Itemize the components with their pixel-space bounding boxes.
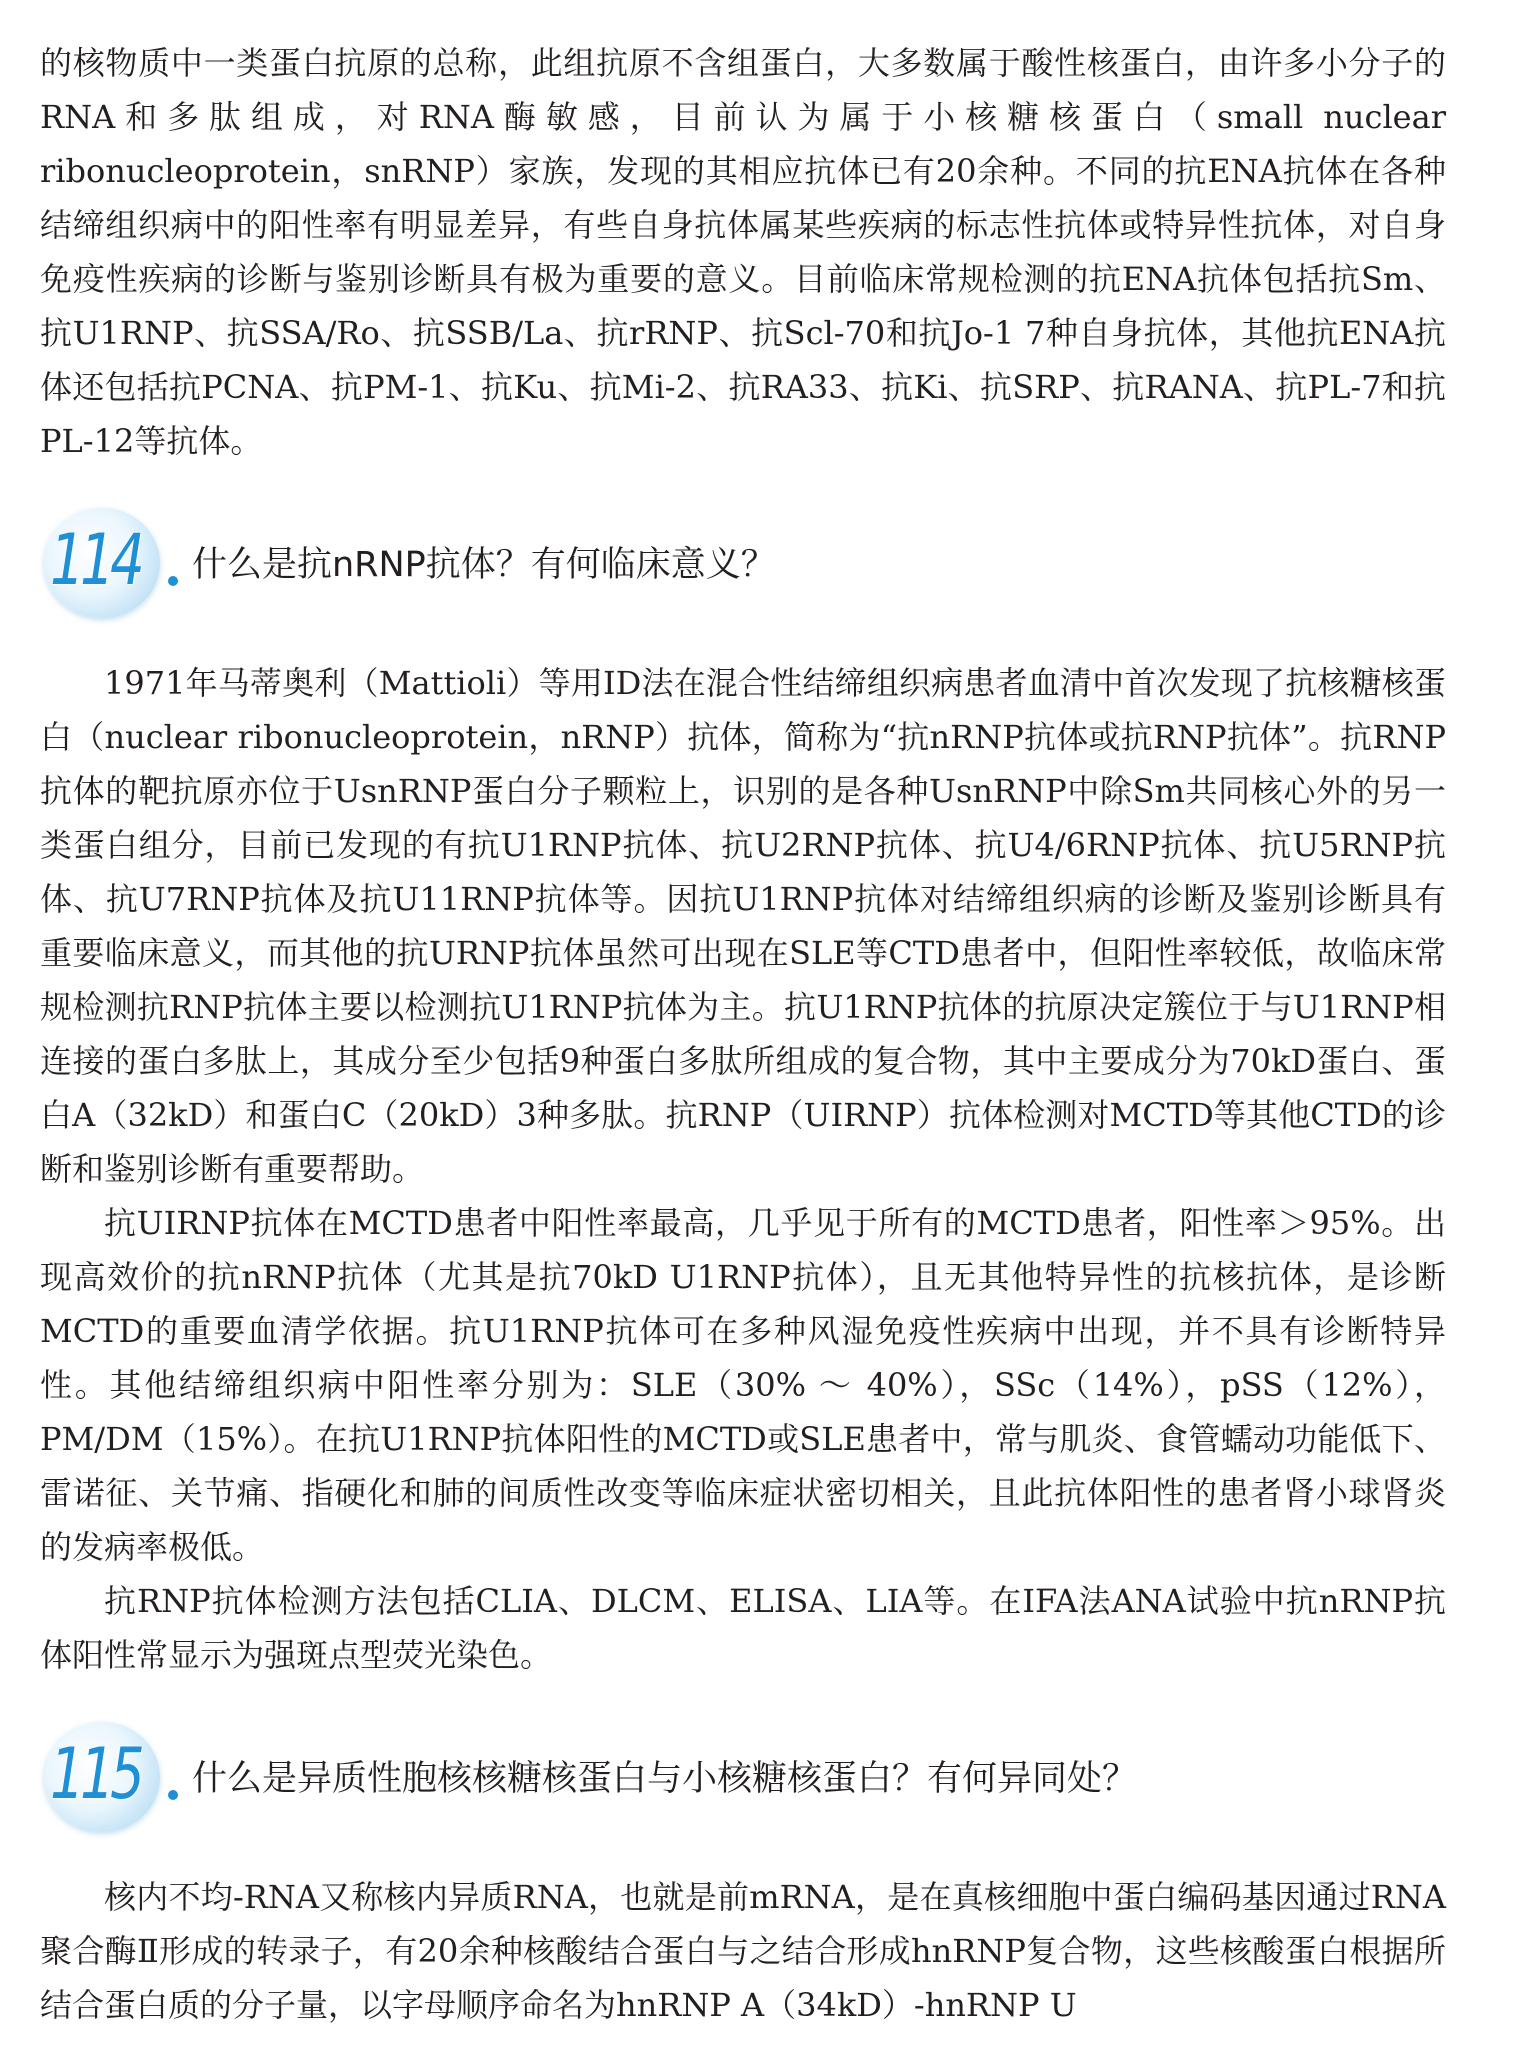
section-number-badge: [40, 504, 190, 624]
section-114-paragraph-2: 抗UIRNP抗体在MCTD患者中阳性率最高，几乎见于所有的MCTD患者，阳性率＞95%。出现高效价的抗nRNP抗体（尤其是抗70kD U1RNP抗体），且无其他特异性的抗核抗体，是诊断MCTD的重要血清学依据。抗U1RNP抗体可在多种风湿免疫性疾病中出现，并不具有诊断特异性。其他结缔组织病中阳性率分别为：SLE（30% ～ 40%），SSc（14%），pSS（12%），PM/DM（15%）。在抗U1RNP抗体阳性的MCTD或SLE患者中，常与肌炎、食管蠕动功能低下、雷诺征、关节痛、指硬化和肺的间质性改变等临床症状密切相关，且此抗体阳性的患者肾小球肾炎的发病率极低。: [40, 1204, 1446, 1566]
section-114-heading: [40, 504, 1446, 624]
page: [40, 36, 1446, 2032]
section-number: 115: [50, 1733, 141, 1815]
section-title: 什么是抗nRNP抗体？有何临床意义？: [192, 545, 776, 585]
section-115-paragraph-1: 核内不均-RNA又称核内异质RNA，也就是前mRNA，是在真核细胞中蛋白编码基因通过RNA聚合酶Ⅱ形成的转录子，有20余种核酸结合蛋白与之结合形成hnRNP复合物，这些核酸蛋白根据所结合蛋白质的分子量，以字母顺序命名为hnRNP A（34kD）-hnRNP U: [40, 1878, 1446, 2024]
number-dot: [168, 1790, 178, 1800]
section-114-paragraph-1: 1971年马蒂奥利（Mattioli）等用ID法在混合性结缔组织病患者血清中首次发现了抗核糖核蛋白（nuclear ribonucleoprotein，nRNP）抗体，简称为“抗nRNP抗体或抗RNP抗体”。抗RNP抗体的靶抗原亦位于UsnRNP蛋白分子颗粒上，识别的是各种UsnRNP中除Sm共同核心外的另一类蛋白组分，目前已发现的有抗U1RNP抗体、抗U2RNP抗体、抗U4/6RNP抗体、抗U5RNP抗体、抗U7RNP抗体及抗U11RNP抗体等。因抗U1RNP抗体对结缔组织病的诊断及鉴别诊断具有重要临床意义，而其他的抗URNP抗体虽然可出现在SLE等CTD患者中，但阳性率较低，故临床常规检测抗RNP抗体主要以检测抗U1RNP抗体为主。抗U1RNP抗体的抗原决定簇位于与U1RNP相连接的蛋白多肽上，其成分至少包括9种蛋白多肽所组成的复合物，其中主要成分为70kD蛋白、蛋白A（32kD）和蛋白C（20kD）3种多肽。抗RNP（UIRNP）抗体检测对MCTD等其他CTD的诊断和鉴别诊断有重要帮助。: [40, 664, 1446, 1188]
section-number: 114: [50, 519, 141, 601]
section-number-badge: [40, 1718, 190, 1838]
section-115-heading: [40, 1718, 1446, 1838]
number-dot: [168, 576, 178, 586]
intro-paragraph: 的核物质中一类蛋白抗原的总称，此组抗原不含组蛋白，大多数属于酸性核蛋白，由许多小分子的RNA和多肽组成，对RNA酶敏感，目前认为属于小核糖核蛋白（small nuclear ribonucleoprotein，snRNP）家族，发现的其相应抗体已有20余种。不同的抗ENA抗体在各种结缔组织病中的阳性率有明显差异，有些自身抗体属某些疾病的标志性抗体或特异性抗体，对自身免疫性疾病的诊断与鉴别诊断具有极为重要的意义。目前临床常规检测的抗ENA抗体包括抗Sm、抗U1RNP、抗SSA/Ro、抗SSB/La、抗rRNP、抗Scl-70和抗Jo-1 7种自身抗体，其他抗ENA抗体还包括抗PCNA、抗PM-1、抗Ku、抗Mi-2、抗RA33、抗Ki、抗SRP、抗RANA、抗PL-7和抗PL-12等抗体。: [40, 44, 1446, 460]
section-114-paragraph-3: 抗RNP抗体检测方法包括CLIA、DLCM、ELISA、LIA等。在IFA法ANA试验中抗nRNP抗体阳性常显示为强斑点型荧光染色。: [40, 1582, 1446, 1674]
section-title: 什么是异质性胞核核糖核蛋白与小核糖核蛋白？有何异同处？: [192, 1759, 1138, 1799]
